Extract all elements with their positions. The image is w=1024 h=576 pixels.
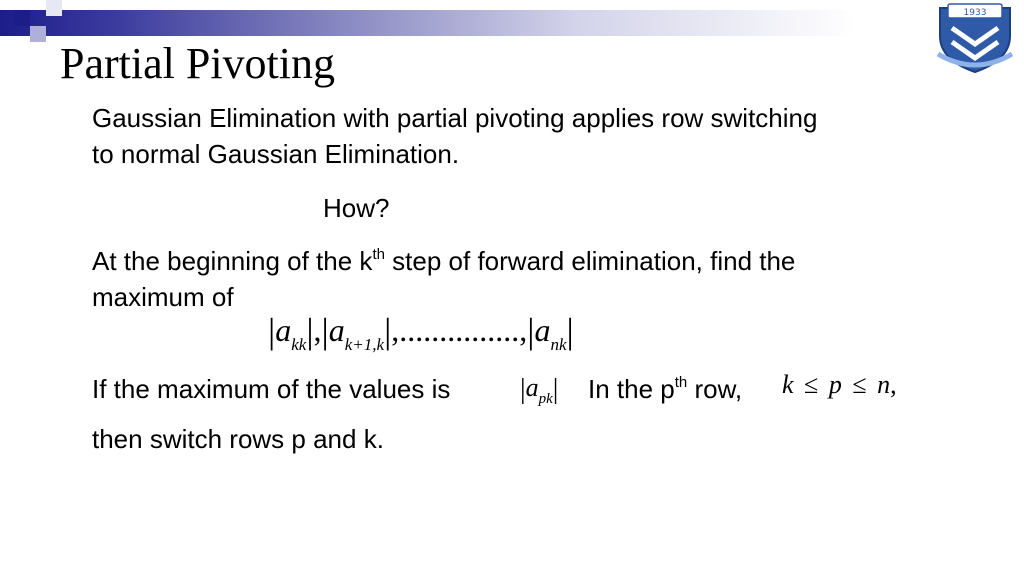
page-title: Partial Pivoting <box>60 39 335 88</box>
formula-a1: a <box>275 312 292 348</box>
if-maximum-text: If the maximum of the values is <box>92 374 451 404</box>
formula-sub1: kk <box>291 335 307 354</box>
ineq-le-2: ≤ <box>852 370 867 399</box>
formula-dots: ,..............., <box>391 312 528 348</box>
row-label: row, <box>687 374 743 404</box>
intro-line-2: to normal Gaussian Elimination. <box>92 139 460 169</box>
formula-a3: a <box>534 312 551 348</box>
header-gradient-bar <box>0 10 930 36</box>
apk-sub: pk <box>538 391 553 407</box>
formula-sub2: k+1,k <box>344 335 385 354</box>
abs-bar: | <box>268 311 276 351</box>
header-square-white <box>46 0 62 16</box>
abs-bar: | <box>527 311 535 351</box>
apk-formula <box>520 372 559 407</box>
maximum-of-label: maximum of <box>92 282 234 312</box>
step-text-post: step of forward elimination, find the <box>384 246 796 276</box>
ineq-p: p <box>828 370 842 399</box>
pth-row-text <box>588 371 742 412</box>
step-line <box>92 243 795 284</box>
abs-bar: | <box>566 311 574 351</box>
formula-sub3: nk <box>550 335 567 354</box>
formula-comma: , <box>313 312 322 348</box>
apk-a: a <box>525 373 539 402</box>
ineq-n: n <box>877 370 891 399</box>
abs-bar: | <box>384 311 392 351</box>
formula-a2: a <box>328 312 345 348</box>
intro-line-1: Gaussian Elimination with partial pivoting applies row switching <box>92 103 818 133</box>
inequality-formula <box>782 370 897 400</box>
in-the-p: In the p <box>588 374 675 404</box>
step-superscript: th <box>372 246 385 263</box>
ineq-le-1: ≤ <box>804 370 819 399</box>
abs-bar: | <box>552 374 559 405</box>
switch-rows-text: then switch rows p and k. <box>92 424 384 454</box>
university-logo <box>930 2 1020 74</box>
abs-bar: | <box>306 311 314 351</box>
header-square-light <box>30 26 46 42</box>
header-square-dark <box>14 10 30 26</box>
how-question: How? <box>323 193 390 223</box>
ineq-k: k <box>782 370 794 399</box>
row-superscript: th <box>674 374 688 391</box>
abs-bar: | <box>520 374 526 405</box>
logo-year: 1933 <box>963 8 987 18</box>
step-text-pre: At the beginning of the k <box>92 246 373 276</box>
abs-bar: | <box>321 311 329 351</box>
max-formula <box>268 308 574 354</box>
ineq-comma: , <box>890 370 897 399</box>
